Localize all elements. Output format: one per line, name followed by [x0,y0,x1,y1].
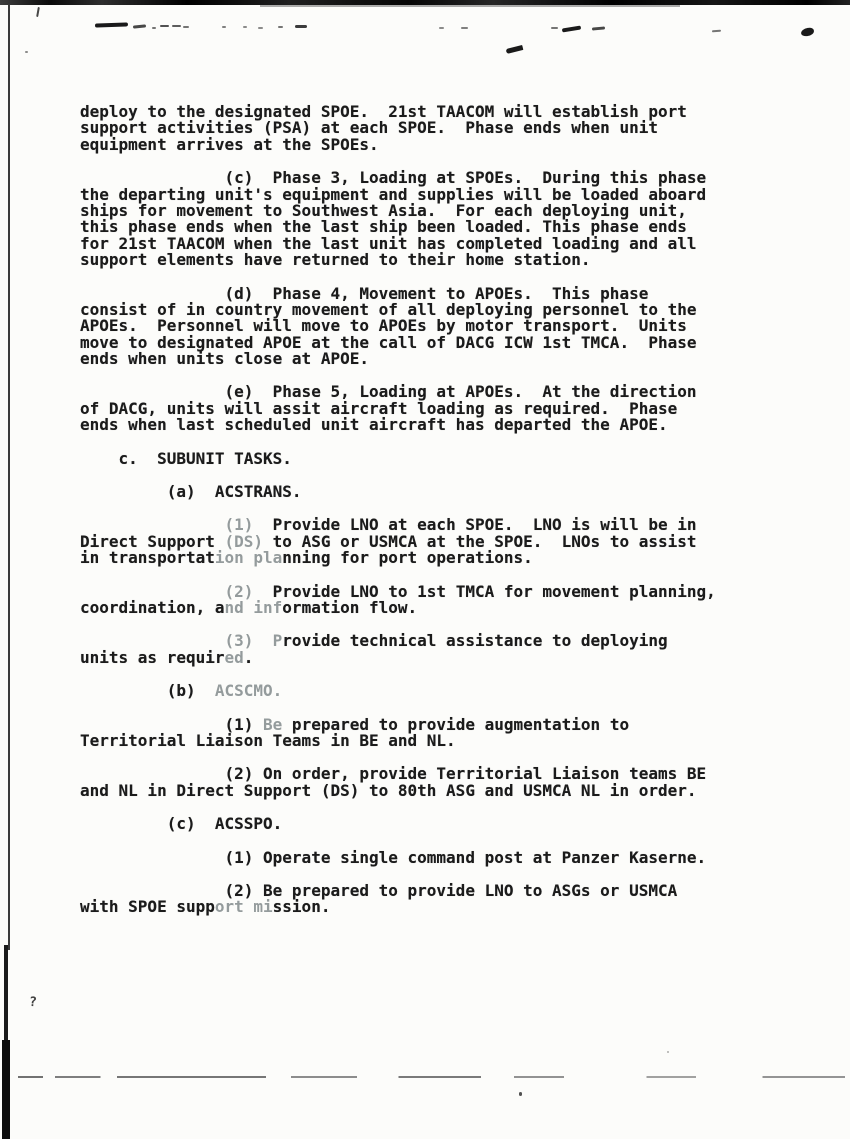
text-segment: (b) [80,681,215,701]
text-line [80,683,800,699]
text-segment: ends when units close at APOE. [80,349,369,369]
paragraph [80,816,800,832]
faded-text-segment: ion pla [214,548,283,568]
faded-text-segment: Be [263,714,283,734]
text-line [80,484,800,500]
text-line [80,417,800,433]
ink-blob [801,27,815,37]
text-segment: in transportat [80,548,215,568]
smudge-mark [160,25,169,27]
smudge-mark [183,26,189,28]
text-line [80,647,800,667]
stray-mark: ? [28,994,38,1011]
speck-mark [461,27,468,29]
text-line [80,780,800,800]
text-segment: (1) Operate single command post at Panzer Kaserne. [80,847,707,867]
text-segment: support elements have returned to their home station. [80,250,591,270]
text-segment: Provide LNO to 1st TMCA for movement planning, [253,581,716,601]
faded-text-segment: (3) P [224,631,283,651]
text-segment: prepared to provide augmentation to [282,714,630,734]
text-segment: of DACG, units will assit aircraft loading as required. Phase [80,398,678,418]
speck-mark [519,1092,522,1096]
text-segment: ships for movement to Southwest Asia. For each deploying unit, [80,200,687,220]
smudge-mark [152,27,156,29]
text-segment: support activities (PSA) at each SPOE. Phase ends when unit [80,118,658,138]
speck-mark [667,1051,669,1053]
text-segment: Territorial Liaison Teams in BE and NL. [80,730,456,750]
text-line [80,550,800,566]
scan-edge-top-shadow [260,5,680,7]
text-segment: to ASG or USMCA at the SPOE. LNOs to assist [263,531,697,551]
text-line [80,597,800,617]
text-line [80,351,800,367]
speck-mark [25,51,28,53]
text-segment: coordination, a [80,597,225,617]
text-segment: ormation flow. [282,597,418,617]
smudge-mark [712,30,721,33]
text-segment: (2) On order, provide Territorial Liaison teams BE [80,764,707,784]
text-segment: this phase ends when the last ship been loaded. This phase ends [80,217,687,237]
text-line [80,847,800,867]
paragraph [80,170,800,268]
text-segment: APOEs. Personnel will move to APOEs by motor transport. Units [80,316,687,336]
text-segment: (d) Phase 4, Movement to APOEs. This phase [80,283,649,303]
text-segment: (a) ACSTRANS. [80,482,302,502]
text-segment: (1) [80,714,264,734]
smudge-mark [295,25,307,28]
pen-mark [592,26,605,30]
paragraph [80,517,800,566]
text-segment: with SPOE supp [80,897,215,917]
tick-mark [36,7,40,17]
paragraph [80,104,800,153]
paragraph [80,683,800,699]
text-line [80,816,800,832]
scan-edge-left [8,4,10,950]
paragraph [80,484,800,500]
smudge-mark [222,26,226,28]
paragraph [80,384,800,433]
smudge-mark [95,22,128,27]
smudge-mark [258,27,263,29]
scan-edge-left-corner [2,1040,10,1139]
paragraph [80,581,800,617]
text-segment: . [243,647,254,667]
text-segment: (c) Phase 3, Loading at SPOEs. During this phase [80,168,707,188]
paragraph [80,283,800,369]
faded-text-segment: (DS) [224,531,264,551]
paragraph [80,880,800,917]
faded-text-segment: (1) [224,515,254,535]
text-line [80,899,800,915]
text-segment: ssion. [272,897,331,917]
document-text [80,104,800,933]
text-segment: (e) Phase 5, Loading at APOEs. At the direction [80,382,697,402]
text-segment: nning for port operations. [282,548,533,568]
text-segment: consist of in country movement of all deploying personnel to the [80,299,697,319]
text-segment: Provide LNO at each SPOE. LNO is will be in [253,515,697,535]
text-line [80,252,800,268]
text-segment: Direct Support [80,531,225,551]
speck-mark [439,27,444,29]
paragraph [80,714,800,750]
text-line [80,134,800,154]
paragraph [80,448,800,468]
faded-text-segment: ed [224,647,244,667]
pen-mark [506,45,524,54]
text-segment: c. SUBUNIT TASKS. [80,448,292,468]
text-segment: deploy to the designated SPOE. 21st TAACOM will establish port [80,102,687,121]
text-segment: and NL in Direct Support (DS) to 80th ASG and USMCA NL in order. [80,780,697,800]
paragraph [80,633,800,666]
scan-edge-left-bottom [4,945,8,1045]
paragraph [80,766,800,799]
text-line [80,730,800,750]
faded-text-segment: ACSCMO. [214,681,283,701]
bottom-dashed-rule [18,1076,845,1078]
paragraph [80,847,800,867]
text-segment: the departing unit's equipment and supplies will be loaded aboard [80,184,707,204]
text-segment: (c) ACSSPO. [80,814,283,834]
text-segment: for 21st TAACOM when the last unit has completed loading and all [80,233,697,253]
text-segment: equipment arrives at the SPOEs. [80,134,379,154]
smudge-mark [243,26,247,28]
text-segment: move to designated APOE at the call of DACG ICW 1st TMCA. Phase [80,332,697,352]
speck-mark [551,27,558,29]
faded-text-segment: (2) [224,581,254,601]
smudge-mark [278,26,283,28]
smudge-mark [133,24,146,28]
text-segment: units as requir [80,647,225,667]
faded-text-segment: ort mi [214,897,273,917]
faded-text-segment: nd inf [224,597,283,617]
text-line [80,448,800,468]
text-segment: ends when last scheduled unit aircraft has departed the APOE. [80,415,668,435]
pen-mark [562,26,581,33]
text-segment: rovide technical assistance to deploying [282,631,668,651]
text-segment: (2) Be prepared to provide LNO to ASGs or USMCA [80,880,678,900]
smudge-mark [172,25,181,27]
